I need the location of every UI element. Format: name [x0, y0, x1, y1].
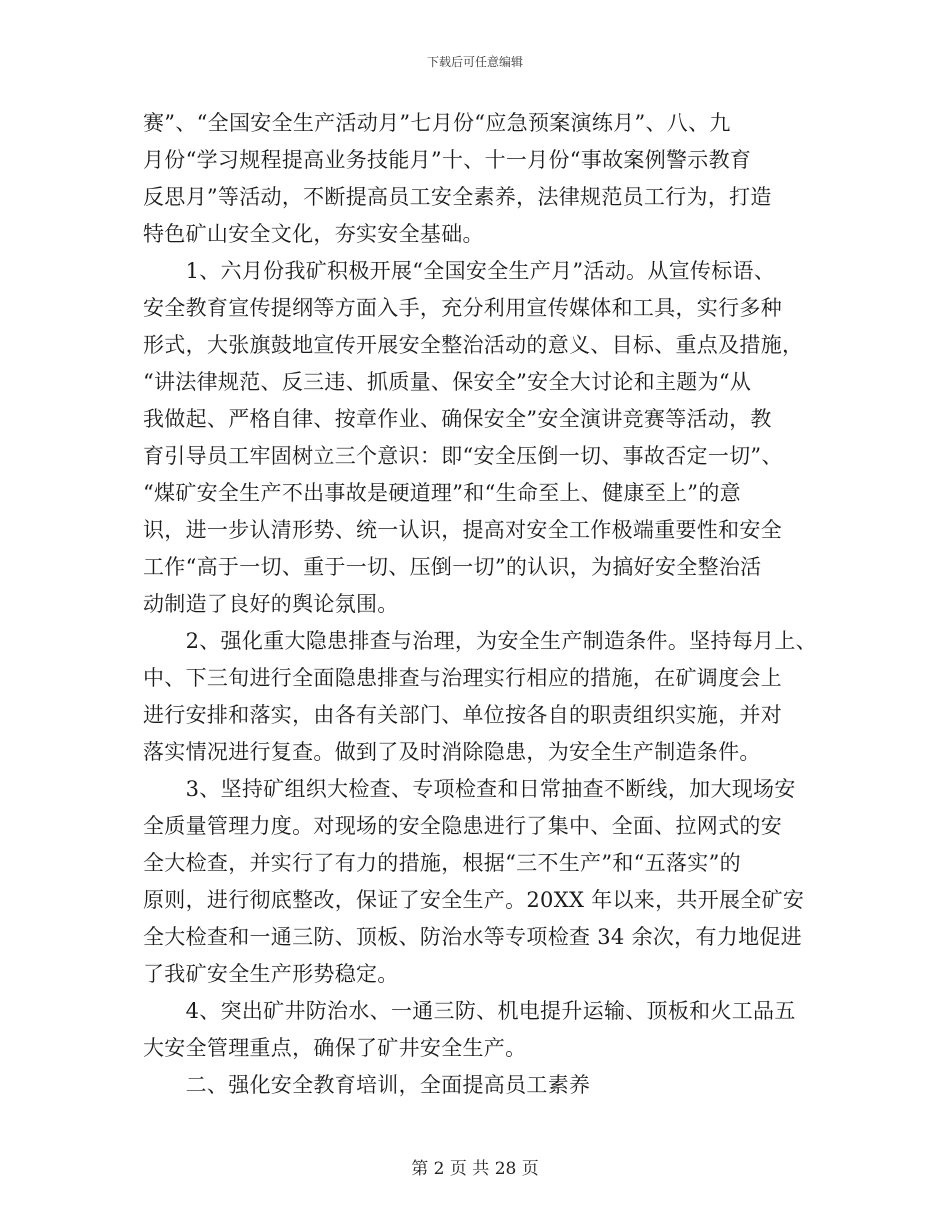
text-line: 全质量管理力度。对现场的安全隐患进行了集中、全面、拉网式的安	[143, 814, 782, 838]
text-line: 进行安排和落实，由各有关部门、单位按各自的职责组织实施，并对	[143, 703, 782, 727]
text-line: 形式，大张旗鼓地宣传开展安全整治活动的意义、目标、重点及措施，	[143, 333, 804, 357]
page-number-footer: 第 2 页 共 28 页	[411, 1159, 539, 1179]
text-line: 反思月”等活动，不断提高员工安全素养，法律规范员工行为，打造	[143, 185, 772, 209]
text-line: 1、六月份我矿积极开展“全国安全生产月”活动。从宣传标语、	[143, 259, 776, 283]
text-line: “讲法律规范、反三违、抓质量、保安全”安全大讨论和主题为“从	[143, 370, 752, 394]
text-line: 我做起、严格自律、按章作业、确保安全”安全演讲竞赛等活动，教	[143, 407, 772, 431]
text-line: 动制造了良好的舆论氛围。	[143, 592, 399, 616]
text-line: 育引导员工牢固树立三个意识：即“安全压倒一切、事故否定一切”、	[143, 444, 783, 468]
text-line: “煤矿安全生产不出事故是硬道理”和“生命至上、健康至上”的意	[143, 481, 741, 505]
text-line: 全大检查，并实行了有力的措施，根据“三不生产”和“五落实”的	[143, 851, 741, 875]
text-line: 识，进一步认清形势、统一认识，提高对安全工作极端重要性和安全	[143, 518, 782, 542]
text-line: 月份“学习规程提高业务技能月”十、十一月份“事故案例警示教育	[143, 148, 752, 172]
text-line: 全大检查和一通三防、顶板、防治水等专项检查 34 余次，有力地促进	[143, 925, 802, 949]
text-line: 3、坚持矿组织大检查、专项检查和日常抽查不断线，加大现场安	[143, 777, 796, 801]
text-line: 2、强化重大隐患排查与治理，为安全生产制造条件。坚持每月上、	[143, 629, 817, 653]
text-line: 特色矿山安全文化，夯实安全基础。	[143, 222, 484, 246]
document-body	[143, 105, 823, 1104]
text-line: 工作“高于一切、重于一切、压倒一切”的认识，为搞好安全整治活	[143, 555, 762, 579]
page-header: 下载后可任意编辑	[426, 55, 523, 69]
text-line: 中、下三旬进行全面隐患排查与治理实行相应的措施，在矿调度会上	[143, 666, 782, 690]
section-heading: 二、强化安全教育培训，全面提高员工素养	[143, 1073, 591, 1097]
text-line: 原则，进行彻底整改，保证了安全生产。20XX 年以来，共开展全矿安	[143, 888, 805, 912]
text-line: 赛”、“全国安全生产活动月”七月份“应急预案演练月”、八、九	[143, 111, 731, 135]
text-line: 大安全管理重点，确保了矿井安全生产。	[143, 1036, 527, 1060]
text-line: 了我矿安全生产形势稳定。	[143, 962, 399, 986]
text-line: 4、突出矿井防治水、一通三防、机电提升运输、顶板和火工品五	[143, 999, 796, 1023]
text-line: 安全教育宣传提纲等方面入手，充分利用宣传媒体和工具，实行多种	[143, 296, 782, 320]
text-line: 落实情况进行复查。做到了及时消除隐患，为安全生产制造条件。	[143, 740, 761, 764]
